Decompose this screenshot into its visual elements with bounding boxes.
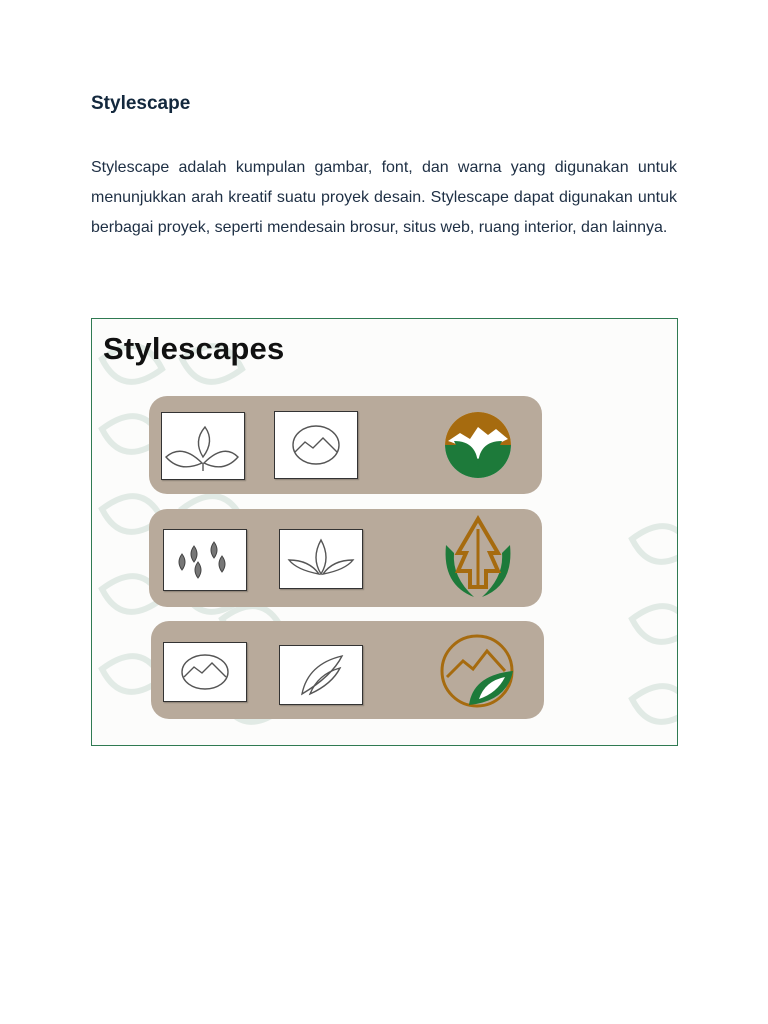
figure-title: Stylescapes [103, 331, 285, 366]
mountain-outline-leaf-logo [439, 633, 515, 709]
mountain-circle-sketch-icon [163, 642, 247, 702]
mountain-leaf-circle-logo [444, 411, 512, 479]
leaf-swirl-sketch-icon [279, 645, 363, 705]
section-heading: Stylescape [91, 93, 191, 114]
leaf-drops-sketch-icon [163, 529, 247, 591]
leaves-sketch-icon [161, 412, 245, 480]
stylescape-figure [91, 318, 678, 746]
tree-leaf-logo [442, 515, 514, 599]
body-paragraph: Stylescape adalah kumpulan gambar, font, dan warna yang digunakan untuk menunjukkan arah kreatif suatu proyek desain. Stylescape dapat digunakan untuk berbagai proyek, seperti mendesain brosur, situs web, ruang interior, dan lainnya. [91, 159, 677, 236]
lotus-sketch-icon [279, 529, 363, 589]
mountain-circle-sketch-icon [274, 411, 358, 479]
